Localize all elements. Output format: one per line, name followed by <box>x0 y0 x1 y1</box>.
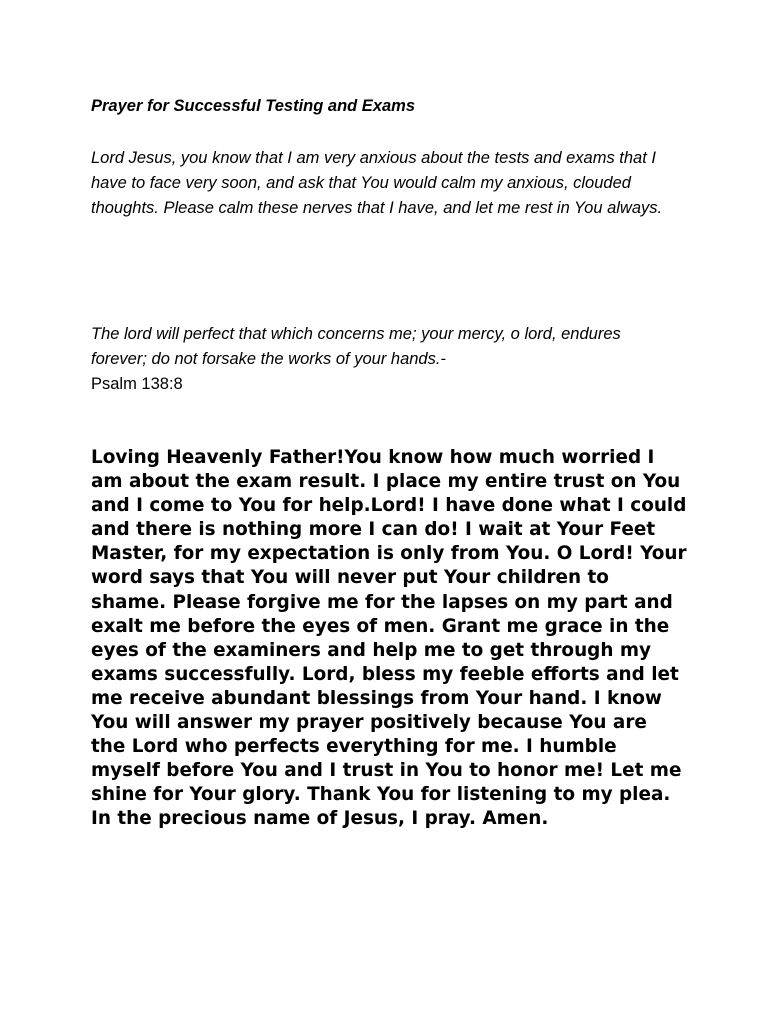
intro-paragraph: Lord Jesus, you know that I am very anxious about the tests and exams that I have to face very soon, and ask that You would calm my anxious, clouded thoughts. Please calm these nerves that I have, and let me rest in You always. <box>91 149 663 217</box>
document-title: Prayer for Successful Testing and Exams <box>91 97 416 115</box>
scripture-verse: The lord will perfect that which concerns me; your mercy, o lord, endures forever; do not forsake the works of your hands.- <box>91 325 621 368</box>
prayer-body: Loving Heavenly Father!You know how much worried I am about the exam result. I place my entire trust on You and I come to You for help.Lord! I have done what I could and there is nothing more I can do! I wait at Your Feet Master, for my expectation is only from You. O Lord! Your word says that You will never put Your children to shame. Please forgive me for the lapses on my part and exalt me before the eyes of men. Grant me grace in the eyes of the examiners and help me to get through my exams successfully. Lord, bless my feeble efforts and let me receive abundant blessings from Your hand. I know You will answer my prayer positively because You are the Lord who perfects everything for me. I humble myself before You and I trust in You to honor me! Let me shine for Your glory. Thank You for listening to my plea. In the precious name of Jesus, I pray. Amen. <box>91 447 687 830</box>
verse-reference: Psalm 138:8 <box>91 375 183 393</box>
